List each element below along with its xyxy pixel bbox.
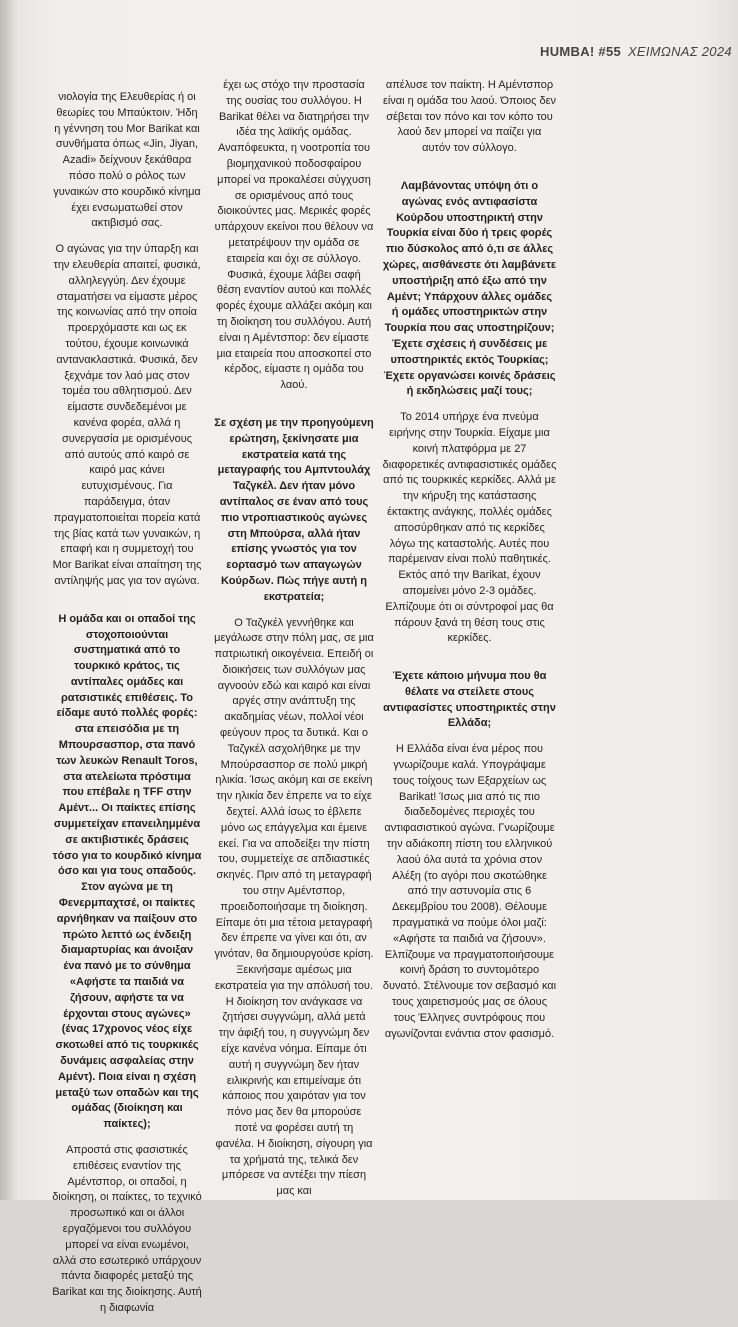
answer-paragraph: νιολογία της Ελευθερίας ή οι θεωρίες του Μπαύκτοιν. Ήδη η γέννηση του Mor Barikat και συνθήματα όπως «Jin, Jiyan, Azadi» δείχνουν ξεκάθαρα πόσο πολύ ο ρόλος των γυναικών στο κουρδικό κίνημα έχει ενσωματωθεί στον ακτιβισμό σας. bbox=[53, 91, 201, 230]
interview-question: Έχετε κάποιο μήνυμα που θα θέλατε να στείλετε στους αντιφασίστες υποστηρικτές στην Ελλάδα; bbox=[383, 670, 556, 730]
interview-question: Σε σχέση με την προηγούμενη ερώτηση, ξεκίνησατε μια εκστρατεία κατά της μεταγραφής του Αμπντουλάχ Ταζγκέλ. Δεν ήταν μόνο αντίπαλος σε έναν από τους πιο ντροπιαστικούς αγώνες στη Μπούρσα, αλλά ήταν επίσης γνωστός για τον εορτασμό των απαγωγών Κούρδων. Πώς πήγε αυτή η εκστρατεία; bbox=[214, 416, 374, 603]
answer-paragraph: Απροστά στις φασιστικές επιθέσεις εναντίον της Αμέντσπορ, οι οπαδοί, η διοίκηση, οι παίκτες, το τεχνικό προσωπικό και οι άλλοι εργαζόμενοι του συλλόγου μπορεί να είναι ενωμένοι, αλλά στο εσωτερικό υπάρχουν πάντα διαφορές μεταξύ της Barikat και της διοίκησης. Αυτή η διαφωνία bbox=[52, 1144, 202, 1314]
interview-question: Λαμβάνοντας υπόψη ότι ο αγώνας ενός αντιφασίστα Κούρδου υποστηρικτή στην Τουρκία είναι δύο ή τρεις φορές πιο δύσκολος από ό,τι σε άλλες χώρες, αισθάνεστε ότι λαμβάνετε υποστήριξη από έξω από την Αμέντ; Υπάρχουν άλλες ομάδες ή ομάδες υποστηρικτών στην Τουρκία που σας υποστηρίζουν; Έχετε σχέσεις ή συνδέσεις με υποστηρικτές εκτός Τουρκίας; Έχετε οργανώσει κοινές δράσεις ή εκδηλώσεις μαζί τους; bbox=[382, 179, 557, 398]
answer-paragraph: Ο Ταζγκέλ γεννήθηκε και μεγάλωσε στην πόλη μας, σε μια πατριωτική οικογένεια. Επειδή οι διοικήσεις των συλλόγων μας αγνοούν εδώ και καιρό και είναι αργές στην ανάπτυξη της ακαδημίας νέων, πολλοί νέοι φεύγουν προς τα δυτικά. Και ο Ταζγκέλ ασχολήθηκε με την Μπούρσασπορ σε πολύ μικρή ηλικία. Ίσως ακόμη και σε εκείνη την ηλικία δεν έπρεπε να το είχε δεχτεί. Αλλά ίσως το έβλεπε μόνο ως επάγγελμα και έμεινε εκεί. Για να αποδείξει την πίστη του, συμμετείχε σε απδιαστικές σκηνές. Πριν από τη μεταγραφή του στην Αμέντσπορ, προειδοποιήσαμε τη διοίκηση. Είπαμε ότι μια τέτοια μεταγραφή δεν έπρεπε να γίνει και ότι, αν γινόταν, θα δημιουργούσε κρίση. Ξεκινήσαμε αμέσως μια εκστρατεία για την απόλυσή του. Η διοίκηση τον ανάγκασε να ζητήσει συγγνώμη, αλλά μετά την άφιξή του, η συγγνώμη δεν είχε κανένα νόημα. Είπαμε ότι αυτή η συγγνώμη δεν ήταν ειλικρινής και επιμείναμε ότι κάποιος που χαιρόταν για τον πόνο μας δεν θα μπορούσε ποτέ να φορέσει αυτή τη φανέλα. Η διοίκηση, σίγουρη για τα χρήματά της, τελικά δεν μπόρεσε να αντέξει την πίεση μας και bbox=[214, 616, 374, 1198]
answer-paragraph: Η Ελλάδα είναι ένα μέρος που γνωρίζουμε καλά. Υπογράψαμε τους τοίχους των Εξαρχείων ως Barikat! Ίσως μια από τις πιο διαδεδομένες περιοχές του αντιφασιστικού αγώνα. Γνωρίζουμε την αδιάκοπη πίστη του ελληνικού λαού όλα αυτά τα χρόνια στον Αλέξη (το αγόρι που σκοτώθηκε από την αστυνομία στις 6 Δεκεμβρίου του 2008). Θέλουμε πραγματικά να πούμε όλοι μαζί: «Αφήστε τα παιδιά να ζήσουν». Ελπίζουμε να πραγματοποιήσουμε κοινή δράση το συντομότερο δυνατό. Στέλνουμε τον σεβασμό και τους χαιρετισμούς μας σε όλους τους Έλληνες συντρόφους που αγωνίζονται ενάντια στον φασισμό. bbox=[382, 743, 557, 1040]
answer-paragraph: Ο αγώνας για την ύπαρξη και την ελευθερία απαιτεί, φυσικά, αλληλεγγύη. Δεν έχουμε σταματήσει να είμαστε μέρος της κοινωνίας από την οποία προερχόμαστε και ως εκ τούτου, έχουμε κοινωνικά αντανακλαστικά. Φυσικά, δεν ξεχνάμε τον λαό μας στον τομέα του αθλητισμού. Δεν είμαστε συνδεδεμένοι με κανένα φορέα, αλλά η συνεργασία με ορισμένους από αυτούς από καιρό σε καιρό μας κάνει ευτυχισμένους. Για παράδειγμα, όταν πραγματοποιείται πορεία κατά της βίας κατά των γυναικών, η επαφή και η συμμετοχή του Mor Barikat είναι απαίτηση της αντίληψής μας για τον αγώνα. bbox=[52, 243, 202, 587]
answer-paragraph: έχει ως στόχο την προστασία της ουσίας του συλλόγου. Η Barikat θέλει να διατηρήσει την ιδέα της λαϊκής ομάδας. Αναπόφευκτα, η νοοτροπία του βιομηχανικού ποδοσφαίρου μπορεί να προκαλέσει σύγχυση σε ορισμένους από τους διοικούντες μας. Μερικές φορές υπάρχουν εκείνοι που θέλουν να μετατρέψουν την ομάδα σε εταιρεία και όχι σε σύλλογο. Φυσικά, έχουμε λάβει σαφή θέση εναντίον αυτού και πολλές φορές έχουμε αλλάξει ακόμη και τη διοίκηση του συλλόγου. Αυτή είναι η Αμέντσπορ: δεν είμαστε μια εταιρεία που αποσκοπεί στο κέρδος, είμαστε η ομάδα του λαού. bbox=[214, 79, 374, 392]
answer-paragraph: Το 2014 υπήρχε ένα πνεύμα ειρήνης στην Τουρκία. Είχαμε μια κοινή πλατφόρμα με 27 διαφορετικές αντιφασιστικές ομάδες από τις τουρκικές κερκίδες. Αλλά με την κήρυξη της κατάστασης έκτακτης ανάγκης, πολλές ομάδες αποσύρθηκαν από τις κερκίδες λόγω της καταστολής. Αυτές που παρέμειναν είναι πολύ παθητικές. Εκτός από την Barikat, έχουν απομείνει μόνο 2-3 ομάδες. Ελπίζουμε ότι οι σύντροφοί μας θα πάρουν ξανά τη θέση τους στις κερκίδες. bbox=[382, 411, 557, 645]
page-header bbox=[540, 44, 736, 59]
interview-question: Η ομάδα και οι οπαδοί της στοχοποιούνται συστηματικά από το τουρκικό κράτος, τις αντίπαλες ομάδες και ρατσιστικές επιθέσεις. Το είδαμε αυτό πολλές φορές: στα επεισόδια με τη Μπουρσασπορ, στα πανό των λευκών Renault Toros, στα ατελείωτα πρόστιμα που επέβαλε η TFF στην Αμέντ... Οι παίκτες επίσης συμμετείχαν επανειλημμένα σε ακτιβιστικές δράσεις τόσο για το κουρδικό κίνημα όσο και για τους οπαδούς. Στον αγώνα με τη Φενερμπαχτσέ, οι παίκτες αρνήθηκαν να παίξουν στο πρώτο λεπτό ως ένδειξη διαμαρτυρίας και άνοιξαν ένα πανό με το σύνθημα «Αφήστε τα παιδιά να ζήσουν, αφήστε τα να έρχονται στους αγώνες» (ένας 17χρονος νέος είχε σκοτωθεί από τις τουρκικές δυνάμεις ασφαλείας στην Αμέντ). Ποια είναι η σχέση μεταξύ των οπαδών και της ομάδας (διοίκηση και παίκτες); bbox=[52, 612, 202, 1131]
text-column-3 bbox=[382, 78, 557, 1052]
magazine-issue: HUMBA! #55 bbox=[540, 44, 622, 59]
issue-season: ΧΕΙΜΩΝΑΣ 2024 bbox=[627, 44, 732, 59]
answer-paragraph: απέλυσε τον παίκτη. Η Αμέντσπορ είναι η ομάδα του λαού. Όποιος δεν σέβεται τον πόνο και τον κόπο του λαού δεν μπορεί να παίζει για αυτόν τον σύλλογο. bbox=[382, 79, 557, 155]
text-column-1 bbox=[52, 90, 202, 1327]
text-column-2 bbox=[214, 78, 374, 1210]
